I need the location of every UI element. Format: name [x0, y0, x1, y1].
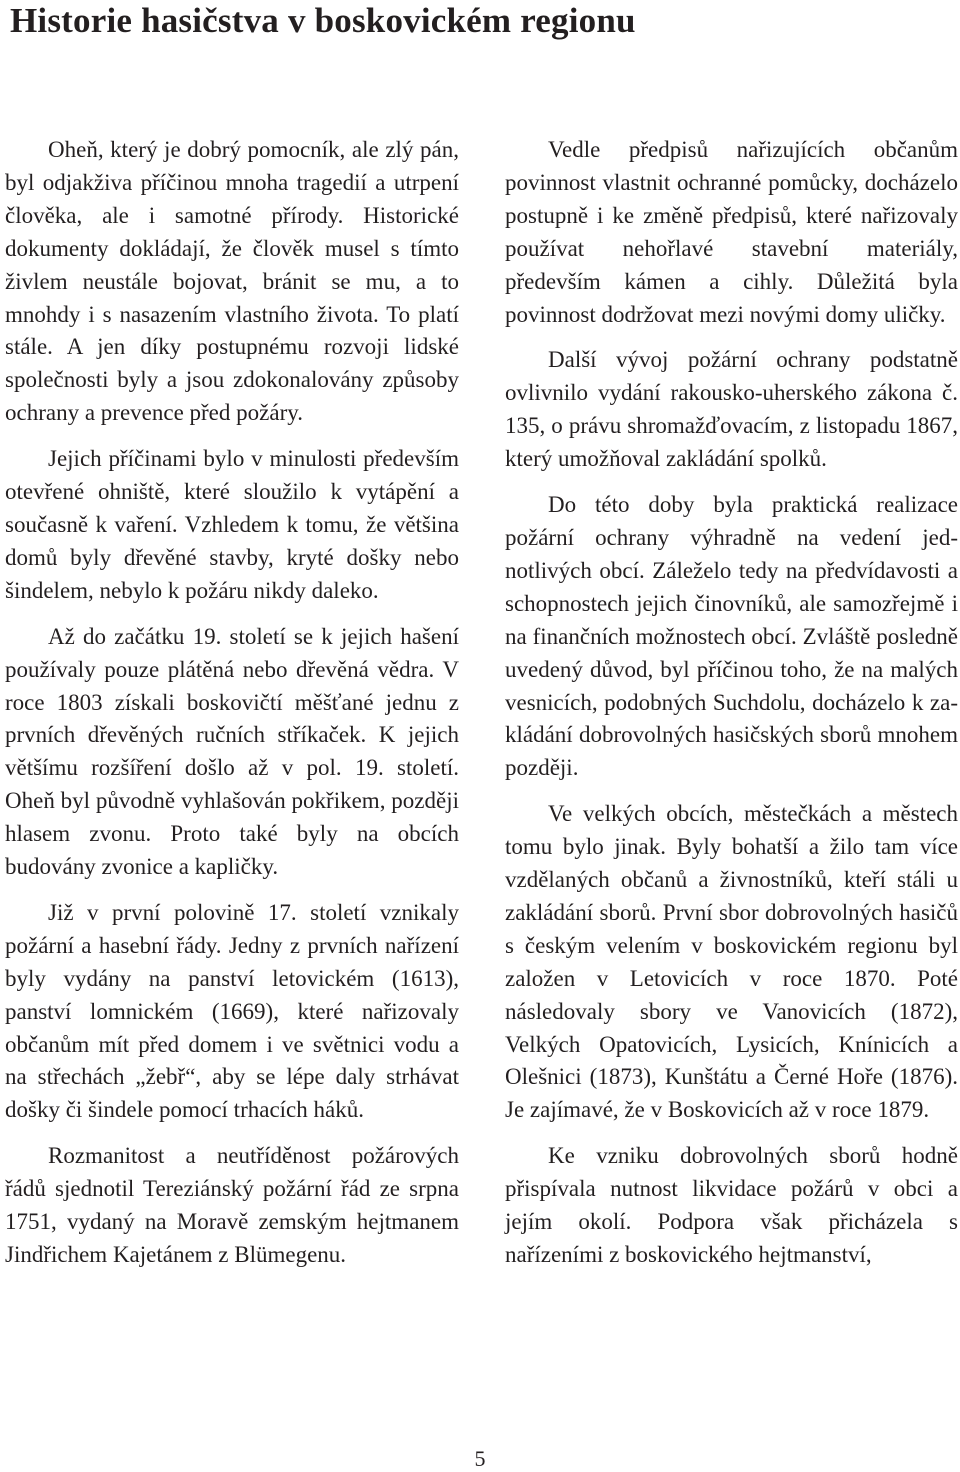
- paragraph: Další vývoj požární ochrany podstatně ovlivnilo vydání rakousko-uherského zákona č. 135, o právu shromažďovacím, z listopadu 1867, který umožňoval zakládání spolků.: [505, 347, 958, 472]
- left-column: [5, 134, 459, 1285]
- paragraph: Oheň, který je dobrý pomocník, ale zlý pán, byl odjakživa příčinou mnoha tragedií a utrpení člověka, ale i samotné přírody. Historické dokumenty dokládají, že člověk musel s tímto živlem neustále bojovat, bránit se mu, a to mnohdy i s nasazením vlastního života. To platí stále. A jen díky postupnému rozvoji lidské společnosti byly a jsou zdokonalovány způsoby ochrany a prevence před požáry.: [5, 137, 459, 426]
- paragraph: Rozmanitost a neutříděnost požárových řádů sjednotil Tereziánský požární řád ze srpna 1751, vydaný na Moravě zemským hejtmanem Jindřichem Kajetánem z Blümegenu.: [5, 1143, 459, 1267]
- page-title: Historie hasičstva v boskovickém regionu: [10, 1, 636, 40]
- right-column: [505, 134, 958, 1285]
- paragraph: Vedle předpisů nařizujících občanům povinnost vlastnit ochranné pomůcky, docházelo postupně i ke změně předpisů, které nařizovaly používat nehořlavé stavební materiály, především kámen a cihly. Důležitá byla povinnost dodržovat mezi novými domy uličky.: [505, 137, 958, 327]
- paragraph: Ve velkých obcích, městečkách a městech tomu bylo jinak. Byly bohatší a žilo tam více vzdělaných občanů a živnostníků, kteří stáli u zakládání sborů. První sbor dobrovolných hasičů s českým velením v boskovickém regionu byl založen v Letovicích v roce 1870. Poté následovaly sbory ve Vanovicích (1872), Velkých Opatovicích, Lysicích, Knínicích a Olešnici (1873), Kunštátu a Černé Hoře (1876). Je zajímavé, že v Boskovicích až v roce 1879.: [505, 801, 958, 1123]
- paragraph: Až do začátku 19. století se k jejich hašení používaly pouze plátěná nebo dřevěná vědra. V roce 1803 získali boskovičtí měšťané jednu z prvních dřevěných ručních stříkaček. K jejich většímu rozšíření došlo až v pol. 19. století. Oheň byl původně vyhlašován pokřikem, později hlasem zvonu. Proto také byly na obcích budovány zvonice a kapličky.: [5, 623, 459, 880]
- paragraph: Ke vzniku dobrovolných sborů hodně přispívala nutnost likvidace požárů v obci a jejím okolí. Podpora však přicházela s nařízeními z boskovického hejtmanství,: [505, 1143, 958, 1267]
- paragraph: Již v první polovině 17. století vznikaly požární a hasební řády. Jedny z prvních nařízení byly vydány na panství letovickém (1613), panství lomnickém (1669), které nařizovaly občanům mít před domem i ve světnici vodu a na střechách „žebř“, aby se lépe daly strhávat došky či šindele pomocí trhacích háků.: [5, 899, 459, 1123]
- paragraph: Do této doby byla praktická realizace požární ochrany výhradně na vedení jednotlivých obcí. Záleželo tedy na předvídavosti a schopnostech jejich činovníků, ale samozřejmě i na finančních možnostech obcí. Zvláště posledně uvedený důvod, byl příčinou toho, že na malých vesnicích, podobných Suchdolu, docházelo k zakládání dobrovolných hasičských sborů mnohem později.: [505, 492, 958, 781]
- page-number: 5: [474, 1446, 486, 1471]
- paragraph: Jejich příčinami bylo v minulosti především otevřené ohniště, které sloužilo k vytápění a současně k vaření. Vzhledem k tomu, že většina domů byly dřevěné stavby, kryté došky nebo šindelem, nebylo k požáru nikdy daleko.: [5, 446, 459, 603]
